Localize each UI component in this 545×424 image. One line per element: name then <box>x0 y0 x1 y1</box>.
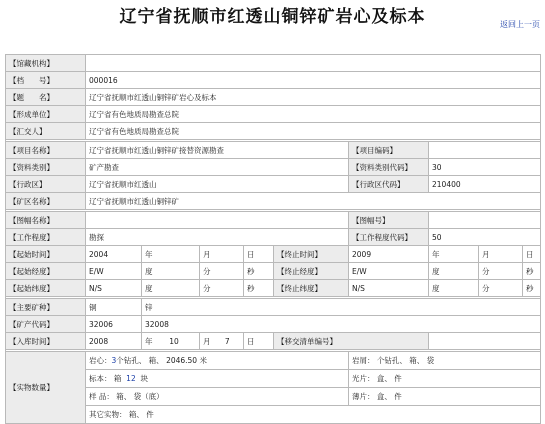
unit-day: 日 <box>244 246 274 263</box>
label-institution: 【馆藏机构】 <box>6 55 86 72</box>
label-archive-no: 【档 号】 <box>6 72 86 89</box>
unit-second: 秒 <box>244 263 274 280</box>
label-region-code: 【行政区代码】 <box>349 176 429 193</box>
storage-month: 10 <box>169 336 179 346</box>
value-core <box>86 352 349 370</box>
value-map-no <box>429 212 541 229</box>
unit-year: 年 <box>145 336 153 346</box>
value-mineral-1: 铜 <box>86 299 142 316</box>
label-start-lat: 【起始纬度】 <box>6 280 86 297</box>
unit-month: 月 <box>203 336 211 346</box>
specimen-unit: 块 <box>140 374 148 383</box>
label-work-level-code: 【工作程度代码】 <box>349 229 429 246</box>
value-admin-region: 辽宁省抚顺市红透山 <box>86 176 349 193</box>
storage-day: 7 <box>224 336 230 346</box>
row-physical-3 <box>6 388 541 406</box>
label-project-name: 【项目名称】 <box>6 142 86 159</box>
value-project-code <box>429 142 541 159</box>
row-minerals <box>6 299 541 316</box>
value-thin-sections: 薄片： 盒、 件 <box>349 388 541 406</box>
label-project-code: 【项目编码】 <box>349 142 429 159</box>
value-specimen <box>86 370 349 388</box>
row-data-category <box>6 159 541 176</box>
row-submitter <box>6 123 541 140</box>
value-chips: 岩屑： 个钻孔、 箱、 袋 <box>349 352 541 370</box>
unit-degree: 度 <box>429 280 479 297</box>
label-end-time: 【终止时间】 <box>274 246 349 263</box>
row-map <box>6 212 541 229</box>
core-unit: 米 <box>199 356 207 365</box>
row-archive-no <box>6 72 541 89</box>
unit-degree: 度 <box>142 280 200 297</box>
record-table <box>5 54 541 424</box>
unit-month: 月 <box>479 246 523 263</box>
row-physical-2 <box>6 370 541 388</box>
unit-second: 秒 <box>523 280 541 297</box>
value-subject: 辽宁省抚顺市红透山铜锌矿岩心及标本 <box>86 89 541 106</box>
label-end-lat: 【终止纬度】 <box>274 280 349 297</box>
label-producer: 【形成单位】 <box>6 106 86 123</box>
value-region-code: 210400 <box>429 176 541 193</box>
value-end-lat-dir: N/S <box>349 280 429 297</box>
core-count: 3 <box>111 356 117 365</box>
value-mine-name: 辽宁省抚顺市红透山铜锌矿 <box>86 193 541 210</box>
unit-degree: 度 <box>142 263 200 280</box>
label-submitter: 【汇交人】 <box>6 123 86 140</box>
value-other: 其它实物： 箱、 件 <box>86 406 541 424</box>
value-work-level-code: 50 <box>429 229 541 246</box>
unit-day: 日 <box>523 246 541 263</box>
label-subject: 【题 名】 <box>6 89 86 106</box>
value-work-level: 勘探 <box>86 229 349 246</box>
value-archive-no: 000016 <box>86 72 541 89</box>
row-longitude <box>6 263 541 280</box>
value-storage-month <box>142 333 200 350</box>
value-storage-day <box>200 333 244 350</box>
value-end-lon-dir: E/W <box>349 263 429 280</box>
row-project <box>6 142 541 159</box>
value-transfer-no <box>429 333 541 350</box>
core-mid: 个钻孔、 箱、 <box>116 356 164 365</box>
row-mineral-code <box>6 316 541 333</box>
unit-minute: 分 <box>479 263 523 280</box>
value-map-name <box>86 212 349 229</box>
value-mineral-2: 锌 <box>142 299 541 316</box>
label-main-minerals: 【主要矿种】 <box>6 299 86 316</box>
value-submitter: 辽宁省有色地质局勘查总院 <box>86 123 541 140</box>
unit-year: 年 <box>429 246 479 263</box>
row-institution <box>6 55 541 72</box>
unit-year: 年 <box>142 246 200 263</box>
label-transfer-no: 【移交清单编号】 <box>274 333 429 350</box>
back-link[interactable]: 返回上一页 <box>500 20 540 29</box>
row-subject <box>6 89 541 106</box>
value-institution <box>86 55 541 72</box>
label-data-category: 【资料类别】 <box>6 159 86 176</box>
value-start-lon-dir: E/W <box>86 263 142 280</box>
value-project-name: 辽宁省抚顺市红透山铜锌矿接替资源勘查 <box>86 142 349 159</box>
row-physical-1 <box>6 352 541 370</box>
row-time <box>6 246 541 263</box>
value-data-category: 矿产勘查 <box>86 159 349 176</box>
core-prefix: 岩心： <box>89 356 112 365</box>
row-mine-name <box>6 193 541 210</box>
row-producer <box>6 106 541 123</box>
label-map-no: 【图幅号】 <box>349 212 429 229</box>
unit-minute: 分 <box>479 280 523 297</box>
label-physical-qty: 【实物数量】 <box>6 352 86 424</box>
value-category-code: 30 <box>429 159 541 176</box>
label-mineral-code: 【矿产代码】 <box>6 316 86 333</box>
value-storage-year: 2008 <box>86 333 142 350</box>
value-end-year: 2009 <box>349 246 429 263</box>
core-length: 2046.50 <box>166 356 198 365</box>
label-mine-name: 【矿区名称】 <box>6 193 86 210</box>
value-mineral-code-1: 32006 <box>86 316 142 333</box>
unit-minute: 分 <box>200 280 244 297</box>
label-storage-time: 【入库时间】 <box>6 333 86 350</box>
row-work-level <box>6 229 541 246</box>
value-slides: 光片： 盒、 件 <box>349 370 541 388</box>
label-start-time: 【起始时间】 <box>6 246 86 263</box>
label-start-lon: 【起始经度】 <box>6 263 86 280</box>
page-title: 辽宁省抚顺市红透山铜锌矿岩心及标本 <box>119 7 426 27</box>
label-end-lon: 【终止经度】 <box>274 263 349 280</box>
label-admin-region: 【行政区】 <box>6 176 86 193</box>
value-mineral-code-2: 32008 <box>142 316 541 333</box>
label-work-level: 【工作程度】 <box>6 229 86 246</box>
value-producer: 辽宁省有色地质局勘查总院 <box>86 106 541 123</box>
specimen-count: 12 <box>126 374 136 383</box>
unit-day: 日 <box>244 333 274 350</box>
specimen-prefix: 标本： 箱 <box>89 374 122 383</box>
value-start-lat-dir: N/S <box>86 280 142 297</box>
unit-second: 秒 <box>244 280 274 297</box>
unit-minute: 分 <box>200 263 244 280</box>
value-samples: 样 品： 箱、 袋（底） <box>86 388 349 406</box>
row-latitude <box>6 280 541 297</box>
unit-second: 秒 <box>523 263 541 280</box>
unit-month: 月 <box>200 246 244 263</box>
label-map-name: 【图幅名称】 <box>6 212 86 229</box>
unit-degree: 度 <box>429 263 479 280</box>
row-storage <box>6 333 541 350</box>
label-category-code: 【资料类别代码】 <box>349 159 429 176</box>
row-admin-region <box>6 176 541 193</box>
value-start-year: 2004 <box>86 246 142 263</box>
